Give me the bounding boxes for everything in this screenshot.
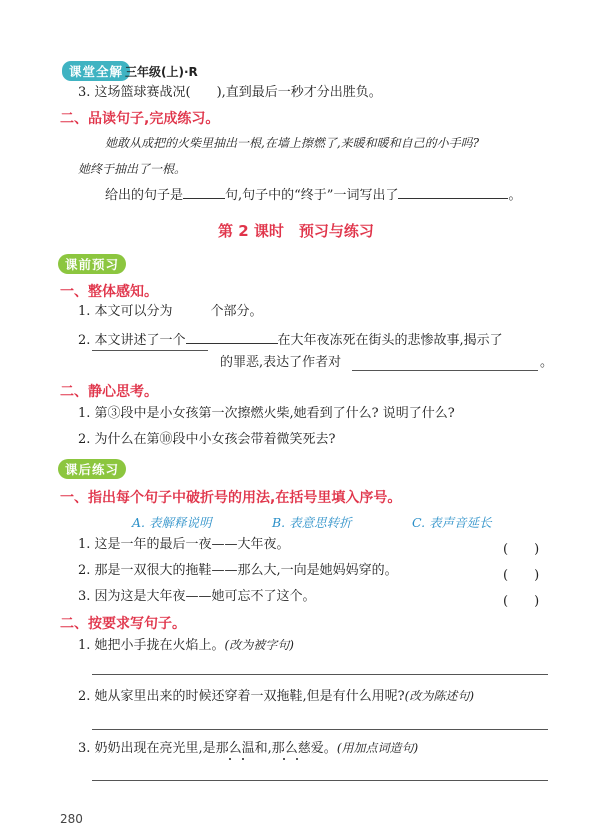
- answer-line[interactable]: [92, 350, 208, 351]
- write-3-text: 3. 奶奶出现在亮光里,是那么温和,那么慈爱。: [78, 741, 337, 756]
- answer-blank[interactable]: [186, 331, 278, 344]
- page-number: 280: [60, 812, 83, 826]
- quote-line-1: 她敢从成把的火柴里抽出一根,在墙上擦燃了,来暖和暖和自己的小手吗?: [105, 136, 480, 150]
- prev-item-3: 3. 这场篮球赛战况( ),直到最后一秒才分出胜负。: [78, 85, 382, 100]
- fill-text-b: 句,句子中的“终于”一词写出了: [225, 188, 399, 203]
- write-item-2: [78, 690, 474, 703]
- q2-text-c: 的罪恶,表达了作者对: [220, 355, 342, 370]
- answer-line[interactable]: [352, 370, 538, 371]
- q2-text-b: 在大年夜冻死在街头的悲惨故事,揭示了: [277, 333, 503, 348]
- write-1-hint: (改为被字句): [224, 638, 294, 652]
- answer-blank[interactable]: [183, 186, 225, 199]
- section-badge: 课堂全解: [62, 61, 130, 81]
- write-item-3: [78, 742, 418, 755]
- practice-badge: 课后练习: [58, 459, 126, 479]
- answer-paren[interactable]: ( ): [503, 542, 540, 557]
- answer-line[interactable]: [92, 780, 548, 781]
- practice-section-2-title: 二、按要求写句子。: [60, 616, 186, 632]
- write-item-1: [78, 639, 294, 652]
- grade-label: 三年级(上)·R: [125, 65, 198, 79]
- write-3-hint: (用加点词造句): [336, 741, 419, 755]
- prev-section-2-title: 二、品读句子,完成练习。: [60, 111, 220, 127]
- fill-sentence: [105, 186, 521, 202]
- quote-line-2: 她终于抽出了一根。: [78, 162, 187, 176]
- option-c: C. 表声音延长: [412, 515, 492, 530]
- fill-text-a: 给出的句子是: [105, 188, 184, 203]
- q2-text-a: 2. 本文讲述了一个: [78, 333, 186, 348]
- answer-line[interactable]: [92, 674, 548, 675]
- q2-end: 。: [540, 355, 554, 370]
- fill-end: 。: [508, 188, 522, 203]
- preview-badge: 课前预习: [58, 254, 126, 274]
- think-q1: 1. 第③段中是小女孩第一次擦燃火柴,她看到了什么? 说明了什么?: [78, 406, 455, 421]
- emphasis-dot: [229, 758, 231, 760]
- dash-item-3: 3. 因为这是大年夜——她可忘不了这个。: [78, 589, 316, 604]
- practice-section-1-title: 一、指出每个句子中破折号的用法,在括号里填入序号。: [60, 490, 402, 506]
- write-1-text: 1. 她把小手拢在火焰上。: [78, 638, 225, 653]
- option-b: B. 表意思转折: [272, 515, 352, 530]
- emphasis-dot: [296, 758, 298, 760]
- answer-paren[interactable]: ( ): [503, 568, 540, 583]
- emphasis-dot: [242, 758, 244, 760]
- lesson-title: 第 2 课时 预习与练习: [218, 222, 374, 240]
- preview-section-2-title: 二、静心思考。: [60, 384, 158, 400]
- dash-item-2: 2. 那是一双很大的拖鞋——那么大,一向是她妈妈穿的。: [78, 563, 398, 578]
- emphasis-dot: [283, 758, 285, 760]
- preview-section-1-title: 一、整体感知。: [60, 284, 158, 300]
- preview-q1: [78, 305, 263, 318]
- q1-text-b: 个部分。: [210, 304, 263, 319]
- think-q2: 2. 为什么在第⑩段中小女孩会带着微笑死去?: [78, 432, 336, 447]
- answer-line[interactable]: [92, 729, 548, 730]
- write-2-hint: (改为陈述句): [404, 689, 475, 703]
- q1-text-a: 1. 本文可以分为: [78, 304, 173, 319]
- preview-q2: [78, 331, 503, 347]
- option-a: A. 表解释说明: [132, 515, 212, 530]
- write-2-text: 2. 她从家里出来的时候还穿着一双拖鞋,但是有什么用呢?: [78, 689, 405, 704]
- dash-item-1: 1. 这是一年的最后一夜——大年夜。: [78, 537, 290, 552]
- answer-paren[interactable]: ( ): [503, 594, 540, 609]
- answer-blank[interactable]: [398, 186, 508, 199]
